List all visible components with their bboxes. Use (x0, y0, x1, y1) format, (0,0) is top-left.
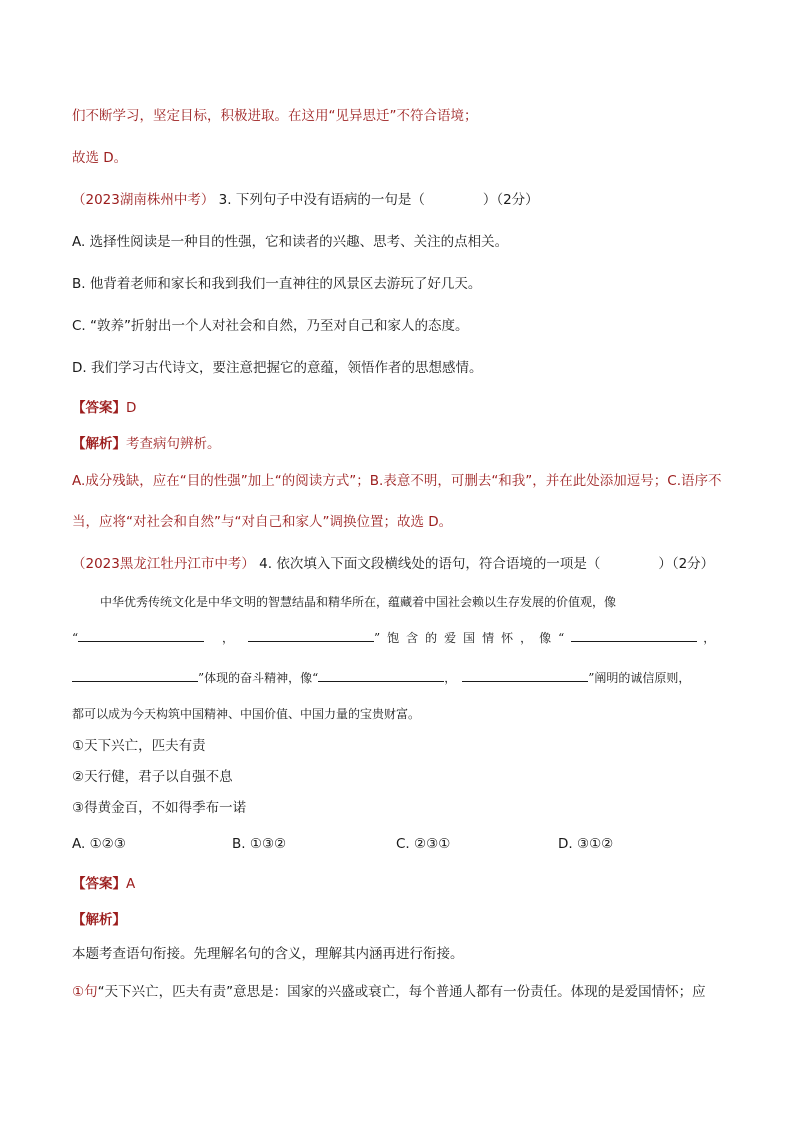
question-4-stem (72, 554, 714, 574)
explanation-line: A.成分残缺，应在“目的性强”加上“的阅读方式”；B.表意不明，可删去“和我”，并在此处添加逗号；C.语序不 (72, 473, 722, 489)
question-score: ）（2分） (658, 556, 715, 572)
quote-item: ③得黄金百，不如得季布一诺 (72, 800, 247, 816)
analysis-line: ①句“天下兴亡，匹夫有责”意思是：国家的兴盛或衰亡，每个普通人都有一份责任。体现的是爱国情怀；应 (72, 984, 706, 1000)
answer-tag: 【答案】 (72, 400, 126, 416)
passage-line: 中华优秀传统文化是中华文明的智慧结晶和精华所在，蕴藏着中国社会赖以生存发展的价值观，像 (100, 595, 617, 609)
fill-blank (462, 669, 588, 682)
answer-tag: 【答案】 (72, 876, 126, 892)
analysis-row (72, 434, 221, 454)
quote-item: ①天下兴亡，匹夫有责 (72, 738, 206, 754)
fill-blank (571, 629, 697, 642)
fill-blank (78, 629, 204, 642)
fill-blank (72, 669, 198, 682)
question-3-stem (72, 190, 539, 210)
option-d: D. 我们学习古代诗文，要注意把握它的意蕴，领悟作者的思想感情。 (72, 360, 483, 376)
analysis-tag-row (72, 910, 126, 930)
analysis-tag: 【解析】 (72, 912, 126, 928)
choice-c: C. ②③① (396, 836, 451, 852)
analysis-text: 考查病句辨析。 (126, 436, 221, 452)
analysis-line: 本题考查语句衔接。先理解名句的含义，理解其内涵再进行衔接。 (72, 946, 464, 962)
passage-line: “ ， ”饱含的爱国情怀，像“ ， (72, 631, 716, 645)
choice-b: B. ①③② (232, 836, 287, 852)
answer-row (72, 398, 136, 418)
answer-value: A (126, 876, 136, 892)
fill-blank (248, 629, 374, 642)
question-text: 4. 依次填入下面文段横线处的语句，符合语境的一项是（ (259, 556, 601, 572)
question-source: （2023湖南株州中考） (72, 192, 215, 208)
answer-value: D (126, 400, 137, 416)
choice-a: A. ①②③ (72, 836, 126, 852)
answer-row (72, 874, 135, 894)
choice-d: D. ③①② (558, 836, 614, 852)
text-line: 们不断学习，坚定目标，积极进取。在这用“见异思迁”不符合语境； (72, 108, 478, 124)
question-source: （2023黑龙江牡丹江市中考） (72, 556, 255, 572)
option-a: A. 选择性阅读是一种目的性强，它和读者的兴趣、思考、关注的点相关。 (72, 234, 509, 250)
question-text: 3. 下列句子中没有语病的一句是（ (218, 192, 425, 208)
question-score: ）（2分） (482, 192, 539, 208)
text-line: 故选 D。 (72, 150, 128, 166)
fill-blank (318, 669, 444, 682)
passage-line: 都可以成为今天构筑中国精神、中国价值、中国力量的宝贵财富。 (72, 707, 421, 721)
explanation-line: 当，应将“对社会和自然”与“对自己和家人”调换位置；故选 D。 (72, 514, 453, 530)
quote-item: ②天行健，君子以自强不息 (72, 769, 233, 785)
passage-line: ”体现的奋斗精神，像“ ， ”阐明的诚信原则， (72, 668, 690, 688)
option-b: B. 他背着老师和家长和我到我们一直神往的风景区去游玩了好几天。 (72, 276, 482, 292)
analysis-tag: 【解析】 (72, 436, 126, 452)
option-c: C. “敦养”折射出一个人对社会和自然，乃至对自己和家人的态度。 (72, 318, 469, 334)
